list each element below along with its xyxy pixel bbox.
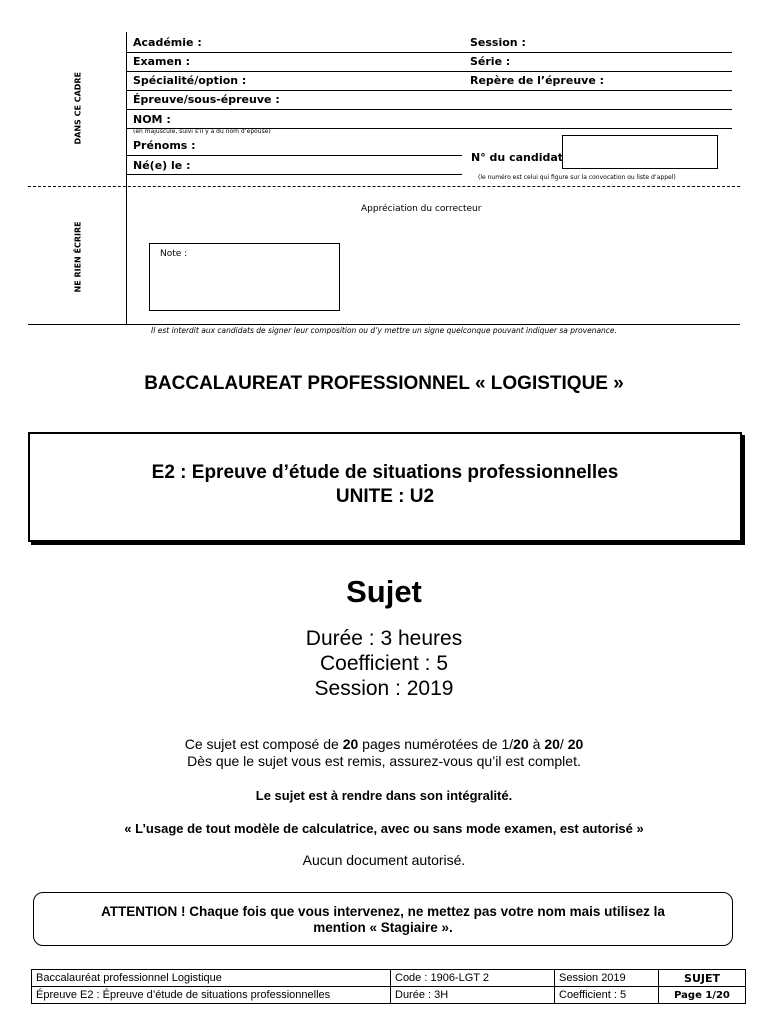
pages-text: à	[528, 736, 545, 752]
sujet-coefficient: Coefficient : 5	[319, 652, 449, 675]
sujet-session: Session : 2019	[314, 677, 454, 700]
form-left-border	[126, 32, 127, 324]
dashed-separator	[28, 186, 740, 187]
form-row-line	[126, 155, 462, 156]
footer-cell: Durée : 3H	[391, 987, 555, 1004]
nom-label: NOM :	[133, 113, 171, 126]
epreuve-box	[28, 432, 742, 542]
footer-cell: Baccalauréat professionnel Logistique	[32, 970, 391, 987]
attention-box	[33, 892, 733, 946]
num-candidat-label: N° du candidat	[471, 151, 564, 164]
session-label: Session :	[470, 36, 526, 49]
serie-label: Série :	[470, 55, 511, 68]
table-row	[32, 970, 746, 987]
footer-cell: Session 2019	[555, 970, 659, 987]
footer-cell: Épreuve E2 : Épreuve d’étude de situations professionnelles	[32, 987, 391, 1004]
vertical-label-bottom: NE RIEN ÉCRIRE	[73, 221, 83, 293]
footer-cell: Page 1/20	[659, 987, 746, 1004]
pages-count: 20	[544, 736, 560, 752]
footer-cell: SUJET	[659, 970, 746, 987]
page-title: BACCALAUREAT PROFESSIONNEL « LOGISTIQUE »	[144, 373, 624, 394]
repere-label: Repère de l’épreuve :	[470, 74, 605, 87]
sujet-heading: Sujet	[346, 574, 422, 609]
attention-line2: mention « Stagiaire ».	[313, 920, 453, 935]
integralite-info: Le sujet est à rendre dans son intégralité.	[255, 788, 513, 803]
form-row-line	[126, 52, 732, 53]
nom-note: (en majuscule, suivi s’il y a du nom d’épouse)	[133, 128, 271, 135]
form-row-line	[126, 71, 732, 72]
pages-text: Ce sujet est composé de	[184, 736, 343, 752]
form-row-line	[126, 174, 462, 175]
vertical-label-top: DANS CE CADRE	[73, 71, 83, 145]
footer-cell: Code : 1906-LGT 2	[391, 970, 555, 987]
pages-count: 20	[567, 736, 584, 752]
specialite-label: Spécialité/option :	[133, 74, 247, 87]
pages-text: /	[559, 736, 568, 752]
academie-label: Académie :	[133, 36, 202, 49]
pages-count: 20	[342, 736, 359, 752]
form-row-line	[126, 109, 732, 110]
epreuve-line1: E2 : Epreuve d’étude de situations professionnelles	[151, 462, 619, 483]
epreuve-line2: UNITE : U2	[335, 486, 435, 507]
appreciation-label: Appréciation du correcteur	[361, 204, 482, 214]
examen-label: Examen :	[133, 55, 191, 68]
num-candidat-box[interactable]	[562, 135, 718, 169]
footer-table	[31, 969, 746, 1004]
calculatrice-info: « L’usage de tout modèle de calculatrice, avec ou sans mode examen, est autorisé »	[124, 821, 644, 836]
sujet-duree: Durée : 3 heures	[305, 627, 463, 650]
note-box[interactable]	[149, 243, 340, 311]
table-row	[32, 987, 746, 1004]
form-bottom-line	[28, 324, 740, 325]
pages-info	[0, 736, 768, 752]
form-row-line	[126, 90, 732, 91]
prenoms-label: Prénoms :	[133, 139, 196, 152]
complet-info: Dès que le sujet vous est remis, assurez-vous qu’il est complet.	[187, 753, 581, 769]
pages-count: 20	[513, 736, 529, 752]
pages-text: pages numérotées de 1/	[358, 736, 514, 752]
note-label: Note :	[160, 249, 188, 259]
footer-cell: Coefficient : 5	[555, 987, 659, 1004]
document-info: Aucun document autorisé.	[302, 852, 466, 868]
num-candidat-note: (le numéro est celui qui figure sur la convocation ou liste d’appel)	[478, 174, 676, 181]
interdit-notice: Il est interdit aux candidats de signer leur composition ou d’y mettre un signe quelconque pouvant indiquer sa provenance.	[151, 326, 617, 335]
attention-line1: ATTENTION ! Chaque fois que vous intervenez, ne mettez pas votre nom mais utilisez la	[101, 904, 665, 919]
ne-le-label: Né(e) le :	[133, 159, 191, 172]
epreuve-label: Épreuve/sous-épreuve :	[133, 93, 280, 106]
